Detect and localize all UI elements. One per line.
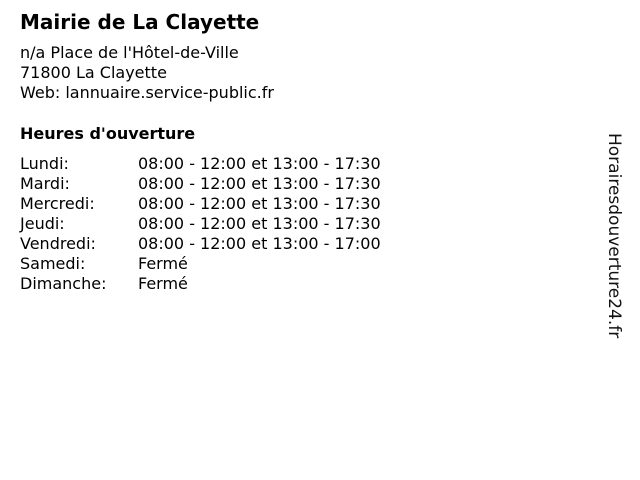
hours-row-sunday [20, 274, 381, 294]
address-city: 71800 La Clayette [20, 63, 167, 82]
address-street: n/a Place de l'Hôtel-de-Ville [20, 43, 239, 62]
time-value: 08:00 - 12:00 et 13:00 - 17:30 [138, 154, 381, 173]
hours-heading: Heures d'ouverture [20, 124, 196, 143]
hours-row-wednesday [20, 194, 381, 214]
site-watermark: Horairesdouverture24.fr [604, 133, 624, 339]
hours-row-monday [20, 154, 381, 174]
hours-row-thursday [20, 214, 381, 234]
time-value: Fermé [138, 274, 188, 293]
hours-row-tuesday [20, 174, 381, 194]
hours-row-friday [20, 234, 381, 254]
address-block [20, 43, 274, 103]
day-label: Jeudi: [20, 214, 65, 233]
address-web: Web: lannuaire.service-public.fr [20, 83, 274, 102]
day-label: Lundi: [20, 154, 69, 173]
time-value: Fermé [138, 254, 188, 273]
day-label: Mercredi: [20, 194, 95, 213]
page-title: Mairie de La Clayette [20, 10, 260, 34]
time-value: 08:00 - 12:00 et 13:00 - 17:00 [138, 234, 381, 253]
day-label: Samedi: [20, 254, 86, 273]
time-value: 08:00 - 12:00 et 13:00 - 17:30 [138, 214, 381, 233]
day-label: Vendredi: [20, 234, 96, 253]
day-label: Mardi: [20, 174, 70, 193]
hours-table [20, 154, 381, 294]
day-label: Dimanche: [20, 274, 107, 293]
time-value: 08:00 - 12:00 et 13:00 - 17:30 [138, 194, 381, 213]
time-value: 08:00 - 12:00 et 13:00 - 17:30 [138, 174, 381, 193]
hours-row-saturday [20, 254, 381, 274]
